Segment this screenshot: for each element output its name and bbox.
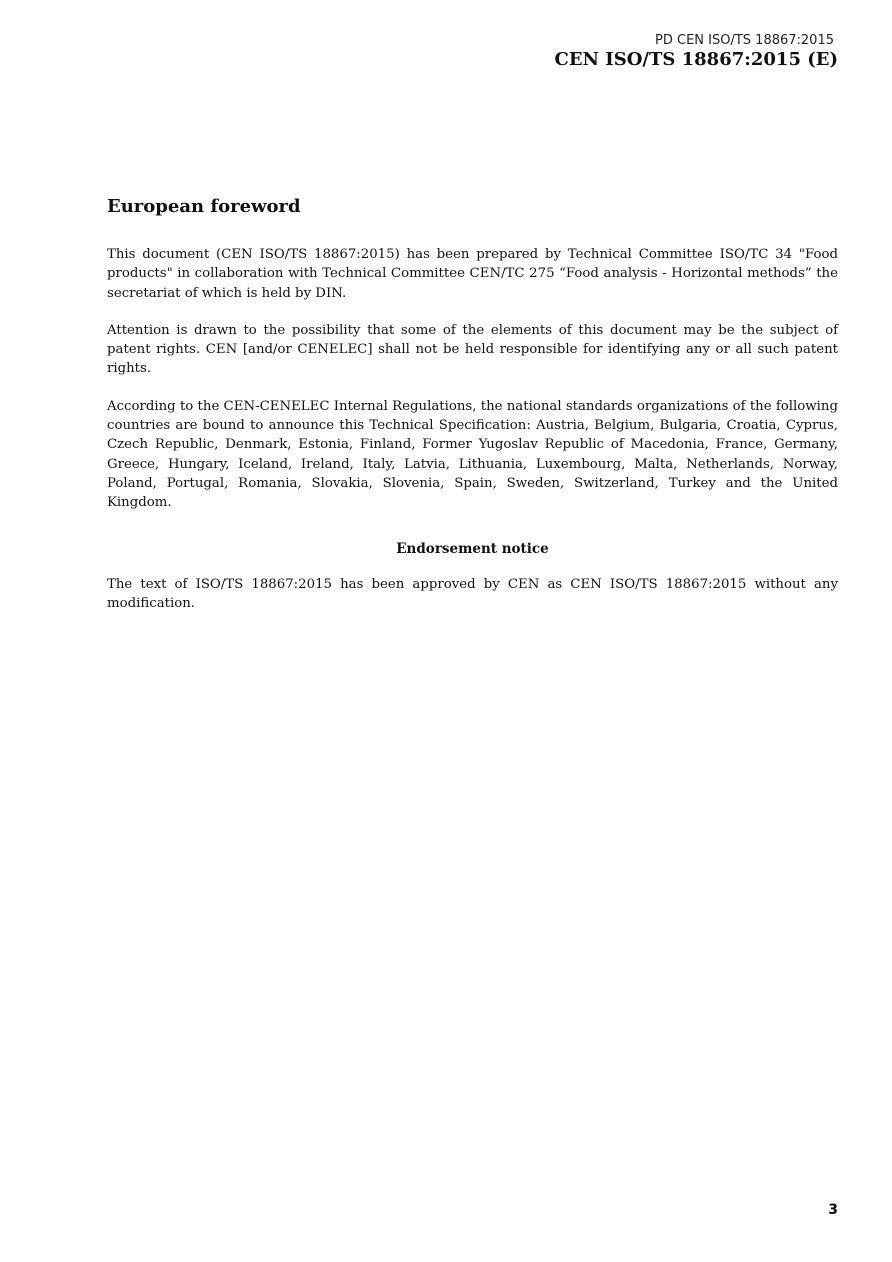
foreword-paragraph-1: This document (CEN ISO/TS 18867:2015) has been prepared by Technical Committee ISO/TC 34 "Food products" in collaboration with Technical Committee CEN/TC 275 “Food analysis - Horizontal methods” the secretariat of which is held by DIN.	[107, 247, 838, 301]
header-standard-number: CEN ISO/TS 18867:2015 (E)	[554, 49, 838, 70]
foreword-paragraph-2: Attention is drawn to the possibility that some of the elements of this document may be the subject of patent rights. CEN [and/or CENELEC] shall not be held responsible for identifying any or all such patent rights.	[107, 322, 838, 377]
header-document-reference: PD CEN ISO/TS 18867:2015	[655, 33, 834, 48]
endorsement-title: Endorsement notice	[396, 540, 549, 557]
page-content	[107, 194, 838, 631]
section-title: European foreword	[107, 196, 301, 217]
endorsement-paragraph: The text of ISO/TS 18867:2015 has been approved by CEN as CEN ISO/TS 18867:2015 without any modification.	[107, 576, 838, 611]
foreword-paragraph-3: According to the CEN-CENELEC Internal Regulations, the national standards organizations of the following countries are bound to announce this Technical Specification: Austria, Belgium, Bulgaria, Croatia, Cyprus, Czech Republic, Denmark, Estonia, Finland, Former Yugoslav Republic of Macedonia, France, Germany, Greece, Hungary, Iceland, Ireland, Italy, Latvia, Lithuania, Luxembourg, Malta, Netherlands, Norway, Poland, Portugal, Romania, Slovakia, Slovenia, Spain, Sweden, Switzerland, Turkey and the United Kingdom.	[107, 398, 838, 511]
page-number: 3	[828, 1202, 838, 1218]
